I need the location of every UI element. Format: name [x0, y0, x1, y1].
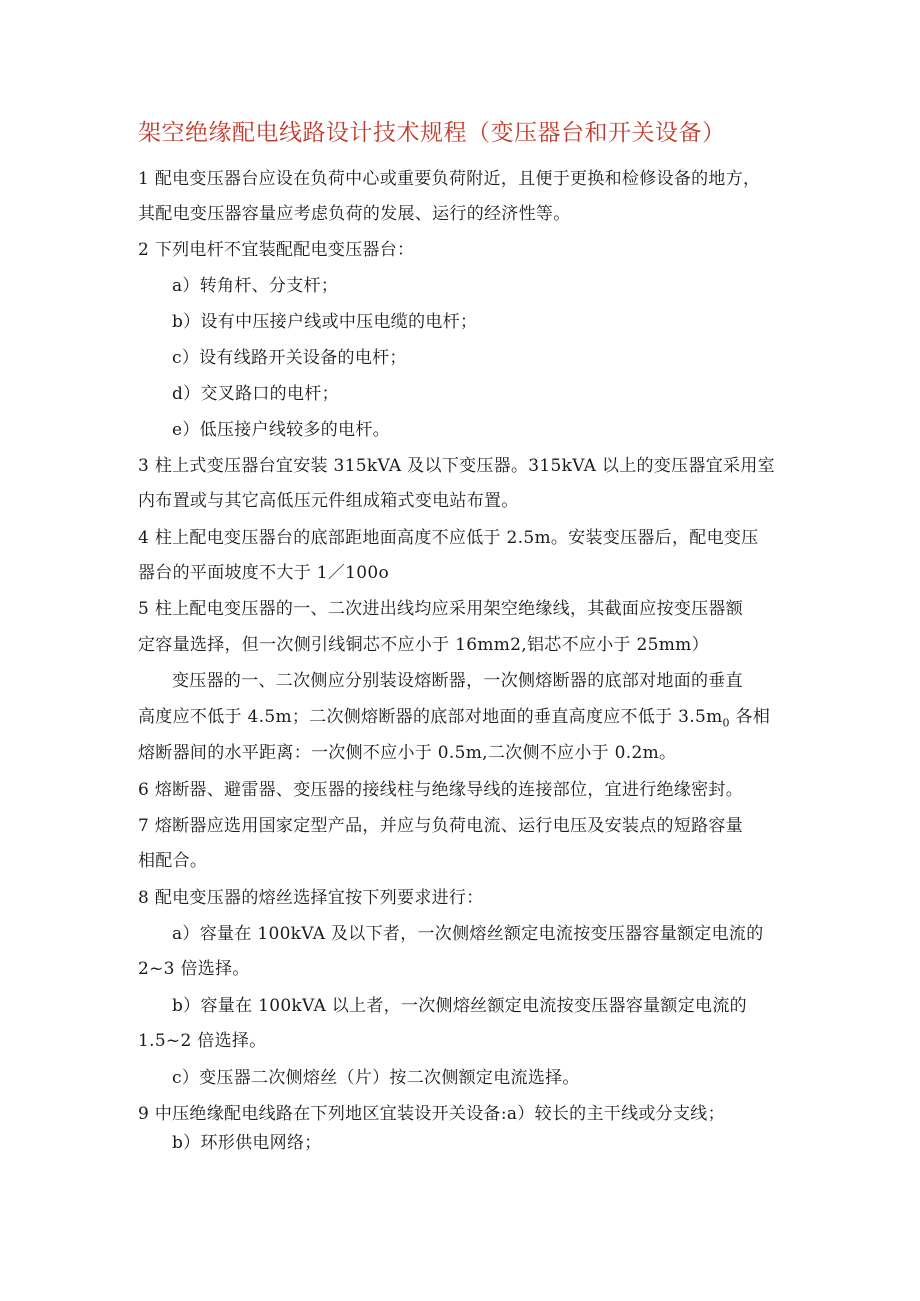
list-item: c）变压器二次侧熔丝（片）按二次侧额定电流选择。: [172, 1068, 580, 1088]
list-item: a）转角杆、分支杆；: [172, 276, 339, 296]
paragraph-line: 相配合。: [138, 851, 208, 871]
list-item: c）设有线路开关设备的电杆；: [172, 348, 407, 368]
paragraph-line: 熔断器间的水平距离：一次侧不应小于 0.5m,二次侧不应小于 0.2m。: [138, 743, 677, 763]
list-item: e）低压接户线较多的电杆。: [172, 420, 390, 440]
list-item: b）容量在 100kVA 以上者，一次侧熔丝额定电流按变压器容量额定电流的: [172, 996, 747, 1016]
paragraph-line: 2~3 倍选择。: [138, 959, 250, 979]
line-text: 高度应不低于 4.5m；二次侧熔断器的底部对地面的垂直高度应不低于 3.5m: [138, 707, 723, 727]
document-title: 架空绝缘配电线路设计技术规程（变压器台和开关设备）: [138, 120, 726, 146]
paragraph-line: 4 柱上配电变压器台的底部距地面高度不应低于 2.5m。安装变压器后，配电变压: [138, 528, 759, 548]
list-item: b）环形供电网络；: [172, 1133, 322, 1153]
subscript: 0: [722, 716, 730, 730]
paragraph-line: 9 中压绝缘配电线路在下列地区宜装设开关设备:a）较长的主干线或分支线；: [138, 1104, 725, 1124]
paragraph-line: 1.5~2 倍选择。: [138, 1031, 267, 1051]
paragraph-line: 器台的平面坡度不大于 1／100o: [138, 563, 390, 583]
paragraph-line: [138, 706, 770, 734]
paragraph-line: 变压器的一、二次侧应分别装设熔断器，一次侧熔断器的底部对地面的垂直: [172, 671, 743, 691]
line-text-tail: 各相: [729, 707, 771, 727]
paragraph-line: 2 下列电杆不宜装配配电变压器台：: [138, 240, 415, 260]
list-item: b）设有中压接户线或中压电缆的电杆；: [172, 312, 478, 332]
paragraph-line: 定容量选择，但一次侧引线铜芯不应小于 16mm2,铝芯不应小于 25mm）: [138, 635, 709, 655]
paragraph-line: 6 熔断器、避雷器、变压器的接线柱与绝缘导线的连接部位，宜进行绝缘密封。: [138, 780, 744, 800]
paragraph-line: 5 柱上配电变压器的一、二次进出线均应采用架空绝缘线，其截面应按变压器额: [138, 599, 744, 619]
paragraph-line: 内布置或与其它高低压元件组成箱式变电站布置。: [138, 491, 519, 511]
paragraph-line: 8 配电变压器的熔丝选择宜按下列要求进行：: [138, 888, 484, 908]
paragraph-line: 1 配电变压器台应设在负荷中心或重要负荷附近，且便于更换和检修设备的地方，: [138, 169, 761, 189]
list-item: a）容量在 100kVA 及以下者，一次侧熔丝额定电流按变压器容量额定电流的: [172, 924, 764, 944]
paragraph-line: 7 熔断器应选用国家定型产品，并应与负荷电流、运行电压及安装点的短路容量: [138, 816, 744, 836]
paragraph-line: 其配电变压器容量应考虑负荷的发展、运行的经济性等。: [138, 204, 571, 224]
paragraph-line: 3 柱上式变压器台宜安装 315kVA 及以下变压器。315kVA 以上的变压器宜采用室: [138, 456, 775, 476]
list-item: d）交叉路口的电杆；: [172, 384, 339, 404]
